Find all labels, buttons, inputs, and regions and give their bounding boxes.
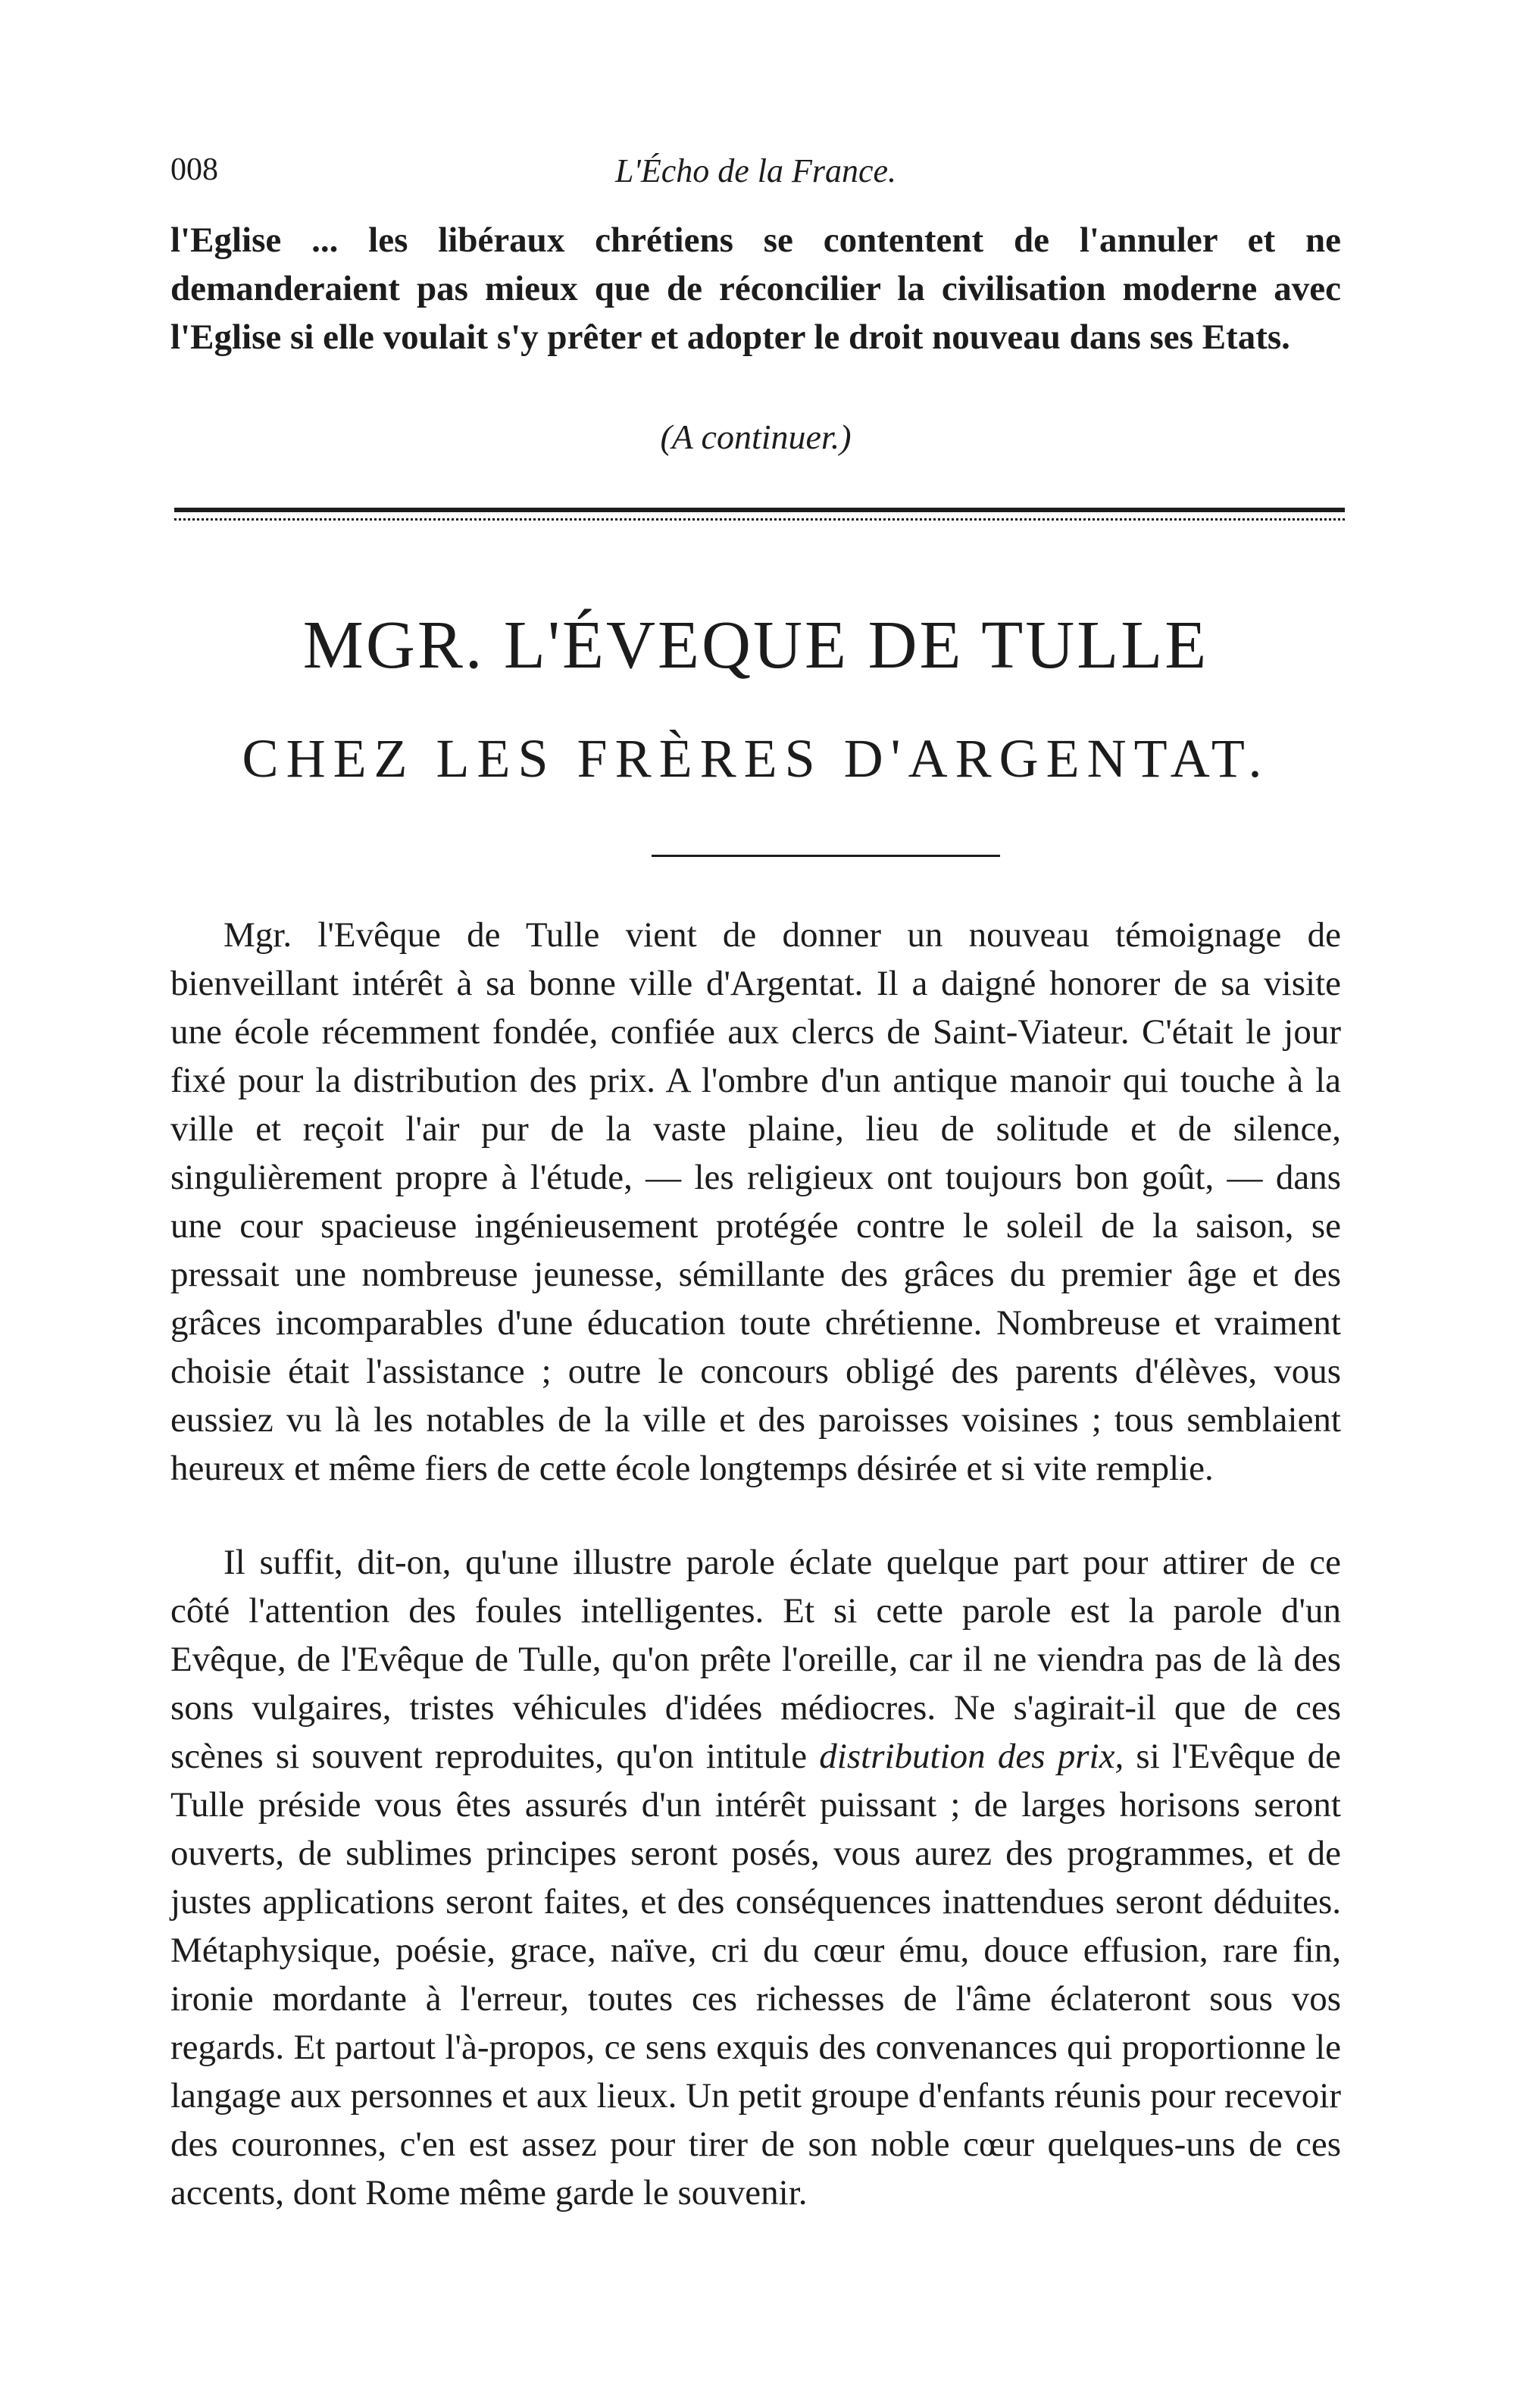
article-paragraph-1: Mgr. l'Evêque de Tulle vient de donner un nouveau témoignage de bienveillant intérêt à sa bonne ville d'Argentat. Il a daigné honorer de sa visite une école récemment fondée, confiée aux clercs de Saint-Viateur. C'était le jour fixé pour la distribution des prix. A l'ombre d'un antique manoir qui touche à la ville et reçoit l'air pur de la vaste plaine, lieu de solitude et de silence, singulièrement propre à l'étude, — les religieux ont toujours bon goût, — dans une cour spacieuse ingénieusement protégée contre le soleil de la saison, se pressait une nombreuse jeunesse, sémillante des grâces du premier âge et des grâces incomparables d'une éducation toute chrétienne. Nombreuse et vraiment choisie était l'assistance ; outre le concours obligé des parents d'élèves, vous eussiez vu là les notables de la ville et des paroisses voisines ; tous semblaient heureux et même fiers de cette école longtemps désirée et si vite remplie. [170,915,1341,1488]
paragraph-2-text-a: Il suffit, dit-on, qu'une illustre parole éclate quelque part pour attirer de ce côté l'attention des foules intelligentes. Et si cette parole est la parole d'un Evêque, de l'Evêque de Tulle, qu'on prête l'oreille, car il ne viendra pas de là des sons vulgaires, tristes véhicules d'idées médiocres. Ne s'agirait-il que de ces scènes si souvent reproduites, qu'on intitule [170,1543,1341,1776]
title-divider [652,855,1000,857]
intro-paragraph: l'Eglise ... les libéraux chrétiens se contentent de l'annuler et ne demanderaient pas mieux que de réconcilier la civilisation moderne avec l'Eglise si elle voulait s'y prêter et adopter le droit nouveau dans ses Etats. [170,220,1341,357]
page-number: 008 [170,152,218,187]
section-ornament-rule [174,508,1345,538]
running-title: L'Écho de la France. [614,152,897,189]
paragraph-2-italic: distribution des prix, [819,1737,1124,1776]
paragraph-2-text-b: si l'Evêque de Tulle préside vous êtes assurés d'un intérêt puissant ; de larges horisons seront ouverts, de sublimes principes seront posés, vous aurez des programmes, et de justes applications seront faites, et des conséquences inattendues seront déduites. Métaphysique, poésie, grace, naïve, cri du cœur ému, douce effusion, rare fin, ironie mordante à l'erreur, toutes ces richesses de l'âme éclateront sous vos regards. Et partout l'à-propos, ce sens exquis des convenances qui proportionne le langage aux personnes et aux lieux. Un petit groupe d'enfants réunis pour recevoir des couronnes, c'en est assez pour tirer de son noble cœur quelques-uns de ces accents, dont Rome même garde le souvenir. [170,1737,1342,2213]
article-title-line1: MGR. L'ÉVEQUE DE TULLE [302,608,1209,683]
article-paragraph-2 [170,1538,1341,2217]
article-title-line2: CHEZ LES FRÈRES D'ARGENTAT. [242,728,1270,789]
page-header [170,152,1341,197]
continue-note: (A continuer.) [660,417,852,456]
